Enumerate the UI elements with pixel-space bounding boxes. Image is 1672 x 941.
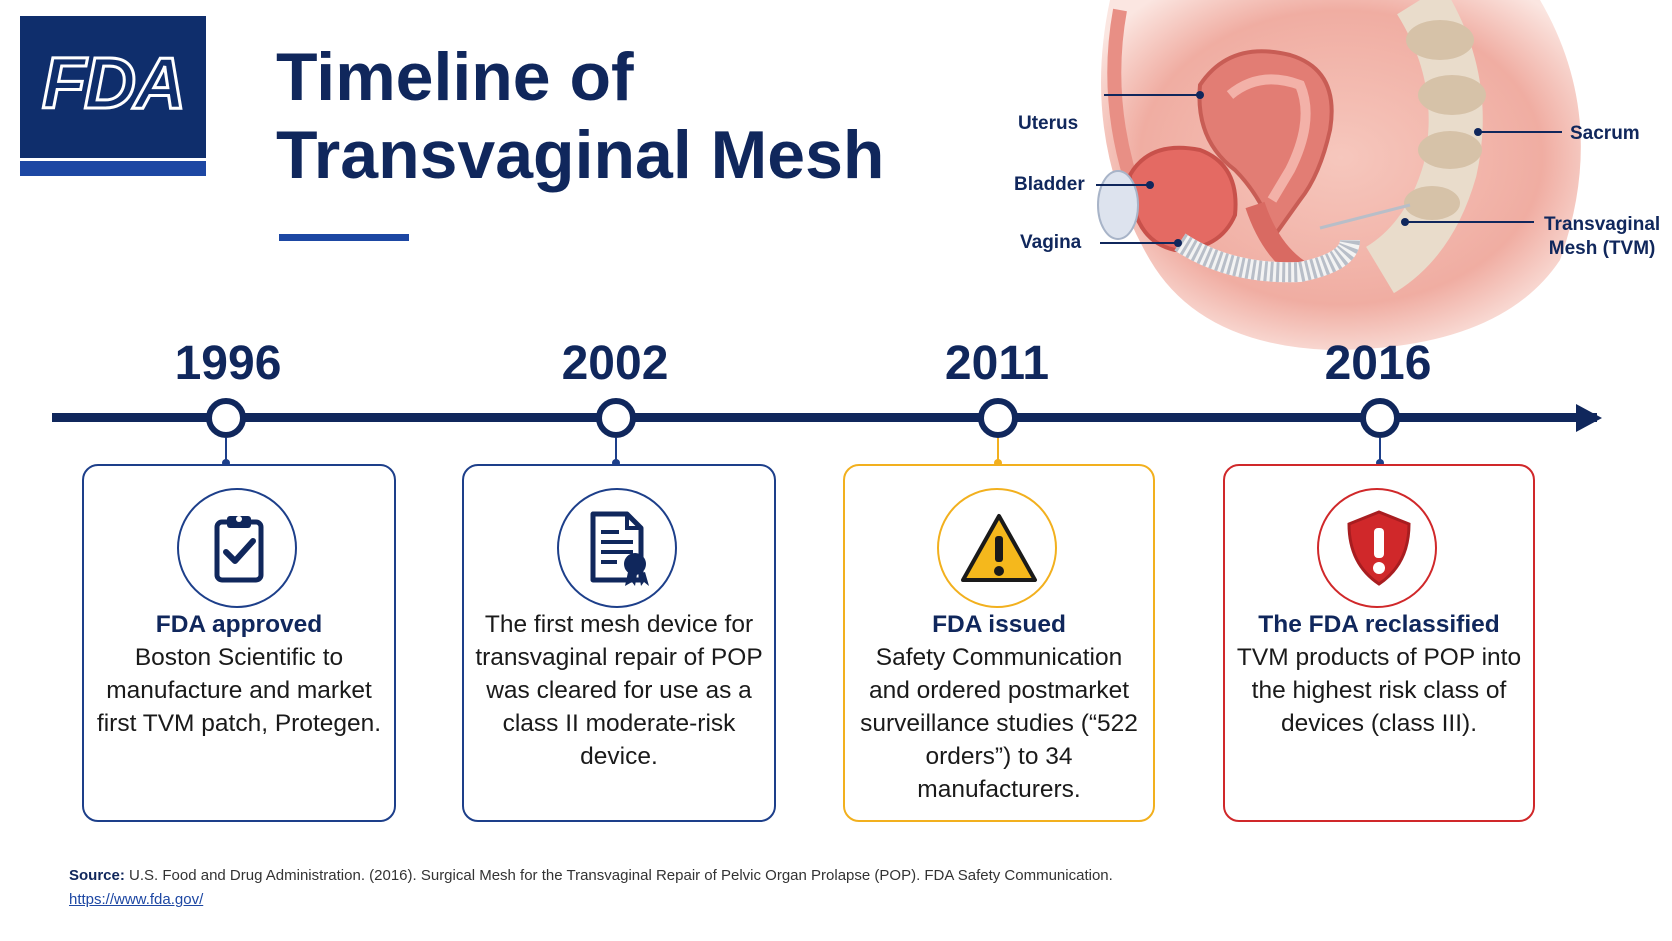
source-label: Source:: [69, 867, 125, 884]
event-card-2002: [462, 464, 776, 822]
event-body: TVM products of POP into the highest risk class of devices (class III).: [1236, 644, 1522, 737]
shield-alert-icon: [1339, 508, 1419, 588]
label-vagina: Vagina: [1020, 232, 1082, 253]
timeline-node: [596, 398, 636, 438]
label-uterus: Uterus: [1018, 113, 1079, 134]
event-description: [474, 608, 764, 773]
logo-bar: [20, 161, 206, 176]
source-link[interactable]: https://www.fda.gov/: [69, 891, 204, 908]
icon-circle: [177, 488, 297, 608]
year-label: 2011: [944, 337, 1050, 390]
year-label: 2002: [561, 337, 669, 390]
label-bladder: Bladder: [1014, 174, 1085, 195]
event-heading: FDA issued: [932, 611, 1066, 638]
fda-logo: [20, 16, 206, 176]
event-heading: The FDA reclassified: [1258, 611, 1500, 638]
pelvis-cross-section: [1000, 0, 1672, 360]
logo-text: FDA: [42, 44, 184, 124]
event-card-1996: [82, 464, 396, 822]
label-mesh-line-1: Transvaginal: [1544, 214, 1661, 235]
title-underline: [279, 234, 409, 241]
icon-circle: [937, 488, 1057, 608]
event-body: Boston Scientific to manufacture and market first TVM patch, Protegen.: [96, 644, 382, 737]
icon-circle: [1317, 488, 1437, 608]
warning-triangle-icon: [959, 508, 1039, 588]
event-card-2011: [843, 464, 1155, 822]
label-transvaginal-mesh: [1544, 213, 1660, 261]
source-citation: [69, 866, 1113, 886]
event-heading: FDA approved: [155, 611, 323, 638]
source-text: U.S. Food and Drug Administration. (2016). Surgical Mesh for the Transvaginal Repair of Pelvic Organ Prolapse (POP). FDA Safety Communication.: [129, 867, 1113, 884]
event-body: The first mesh device for transvaginal repair of POP was cleared for use as a class II moderate-risk device.: [475, 611, 763, 770]
event-description: [1235, 608, 1523, 740]
event-body: Safety Communication and ordered postmarket surveillance studies (“522 orders”) to 34 manufacturers.: [860, 644, 1138, 803]
year-label: 2016: [1324, 337, 1432, 390]
timeline-node: [978, 398, 1018, 438]
event-card-2016: [1223, 464, 1535, 822]
title-line-1: Timeline of: [276, 39, 634, 115]
page-title: [276, 38, 884, 194]
event-description: [855, 608, 1143, 806]
timeline-node: [206, 398, 246, 438]
label-mesh-line-2: Mesh (TVM): [1548, 238, 1656, 259]
anatomy-illustration: [1000, 0, 1672, 360]
clipboard-check-icon: [199, 508, 279, 588]
label-sacrum: Sacrum: [1570, 123, 1640, 144]
timeline-arrowhead: [1576, 404, 1602, 432]
timeline-node: [1360, 398, 1400, 438]
certificate-document-icon: [579, 508, 659, 588]
title-line-2: Transvaginal Mesh: [276, 117, 885, 193]
icon-circle: [557, 488, 677, 608]
year-label: 1996: [174, 337, 282, 390]
event-description: [94, 608, 384, 740]
